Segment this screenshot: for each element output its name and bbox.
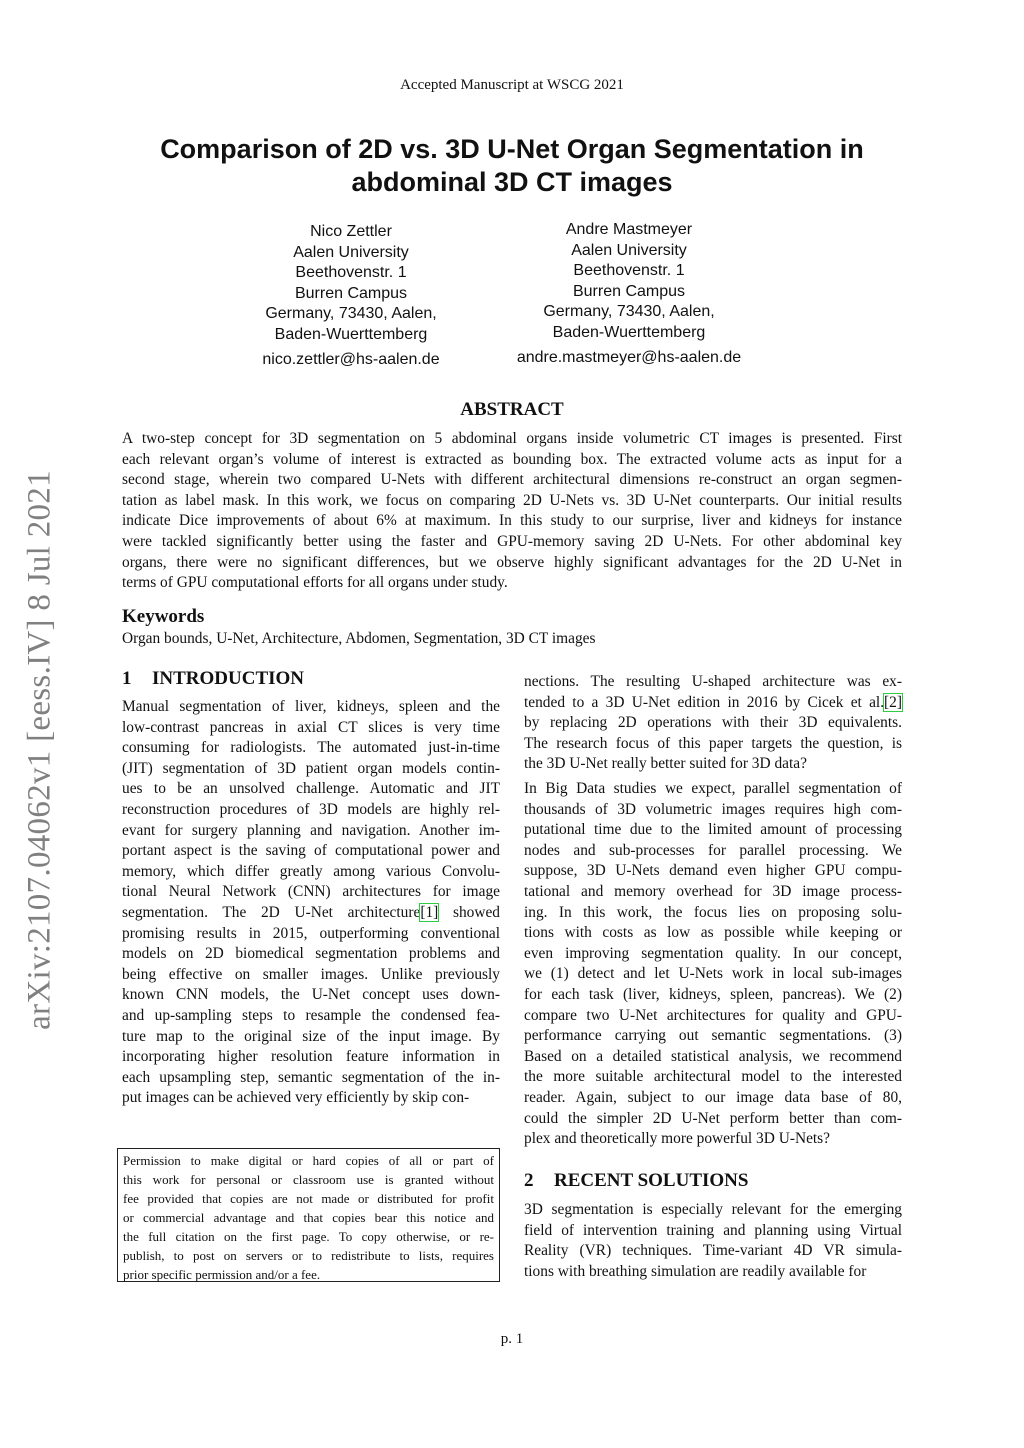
text-line: the full citation on the first page. To copy otherwise, or re-: [123, 1229, 494, 1244]
text-line: for each task (liver, kidneys, spleen, pancreas). We (2): [524, 985, 902, 1003]
text-line: A two-step concept for 3D segmentation on 5 abdominal organs inside volumetric CT images is presented. First: [122, 430, 902, 447]
text-line: evant for surgery planning and navigation. Another im-: [122, 821, 500, 839]
author-address: Beethovenstr. 1: [295, 264, 407, 282]
text-line: segmentation. The 2D U-Net architecture[1] showed: [122, 903, 500, 921]
intro-paragraph-1: [122, 697, 500, 1109]
text-line: reconstruction procedures of 3D models are highly rel-: [122, 800, 500, 818]
text-line: models on 2D biomedical segmentation problems and: [122, 945, 500, 963]
text-line: performance carrying out semantic segmentations. (3): [524, 1027, 902, 1045]
keywords-text: Organ bounds, U-Net, Architecture, Abdomen, Segmentation, 3D CT images: [122, 630, 596, 647]
text-line: putational time due to the limited amount of processing: [524, 821, 902, 839]
text-line: each relevant organ’s volume of interest is extracted as bounding box. The extracted volume acts as input for a: [122, 450, 902, 468]
page-number: p. 1: [500, 1331, 524, 1347]
author-name: Nico Zettler: [310, 223, 392, 240]
text-line: Permission to make digital or hard copies of all or part of: [123, 1153, 494, 1168]
text-line: known CNN models, the U-Net concept uses down-: [122, 986, 500, 1004]
author-block: [489, 220, 769, 368]
text-line: thousands of 3D volumetric images requires high com-: [524, 800, 902, 818]
text-line: tended to a 3D U-Net edition in 2016 by Cicek et al.[2]: [524, 693, 902, 711]
text-line: being effective on smaller images. Unlike previously: [122, 965, 500, 983]
text-line: suppose, 3D U-Nets demand even higher GPU compu-: [524, 862, 902, 880]
text-line: ing. In this work, the focus lies on proposing solu-: [524, 903, 902, 921]
text-line: ture map to the original size of the input image. By: [122, 1027, 500, 1045]
text-line: reader. Again, subject to our image data base of 80,: [524, 1088, 902, 1106]
intro-paragraph-2: [524, 779, 902, 1150]
text-line: consuming for radiologists. The automated just-in-time: [122, 739, 500, 757]
text-line: low-contrast pancreas in axial CT slices is very time: [122, 718, 500, 736]
author-address: Burren Campus: [572, 282, 686, 300]
text-line: terms of GPU computational efforts for all organs under study.: [122, 574, 508, 592]
text-line: the more suitable architectural model to the interested: [524, 1068, 902, 1086]
text-line: (JIT) segmentation of 3D patient organ models contin-: [122, 759, 500, 777]
section-title: INTRODUCTION: [152, 668, 305, 689]
text-line: nections. The resulting U-shaped architecture was ex-: [524, 673, 902, 690]
text-line: were tackled significantly better using the faster and GPU-memory saving 2D U-Nets. For other abdominal key: [122, 532, 902, 550]
text-line: tional Neural Network (CNN) architectures for image: [122, 883, 500, 901]
text-line: this work for personal or classroom use is granted without: [123, 1172, 494, 1187]
section-number: 1: [122, 668, 132, 689]
copyright-footnote-box: [117, 1148, 500, 1282]
abstract-text: [122, 429, 902, 594]
text-line: indicate Dice improvements of about 6% at maximum. In this study to our surprise, liver and kidneys for instance: [122, 512, 902, 530]
author-address: Beethovenstr. 1: [573, 262, 685, 280]
author-address: Baden-Wuerttemberg: [274, 325, 428, 343]
text-line: memory, which differ greatly among various Convolu-: [122, 862, 500, 880]
author-email[interactable]: andre.mastmeyer@hs-aalen.de: [516, 348, 742, 366]
arxiv-identifier: arXiv:2107.04062v1 [eess.IV] 8 Jul 2021: [21, 470, 58, 1030]
text-line: Based on a detailed statistical analysis, we recommend: [524, 1047, 902, 1065]
running-header: Accepted Manuscript at WSCG 2021: [400, 77, 624, 93]
title-line: abdominal 3D CT images: [351, 167, 673, 197]
text-line: tational and memory overhead for 3D image process-: [524, 882, 902, 900]
text-line: and up-sampling steps to resample the condensed fea-: [122, 1006, 500, 1024]
title-line: Comparison of 2D vs. 3D U-Net Organ Segmentation in: [160, 134, 864, 164]
text-line: compare two U-Net architectures for quality and GPU-: [524, 1006, 902, 1024]
text-line: the 3D U-Net really better suited for 3D data?: [524, 755, 807, 773]
text-line: The research focus of this paper targets the question, is: [524, 734, 902, 752]
text-line: by replacing 2D operations with their 3D equivalents.: [524, 714, 902, 732]
author-address: Baden-Wuerttemberg: [552, 323, 706, 341]
author-email[interactable]: nico.zettler@hs-aalen.de: [262, 350, 440, 368]
text-line: ues to be an unsolved challenge. Automatic and JIT: [122, 780, 500, 798]
author-address: Burren Campus: [294, 284, 408, 302]
citation-link[interactable]: [1]: [420, 903, 439, 921]
text-line: each upsampling step, semantic segmentation of the in-: [122, 1068, 500, 1086]
author-affiliation: Aalen University: [571, 241, 687, 259]
section-heading-recent-solutions: [524, 1170, 748, 1192]
abstract-heading: ABSTRACT: [460, 399, 564, 420]
text-line: or commercial advantage and that copies bear this notice and: [123, 1210, 494, 1225]
keywords-heading: Keywords: [122, 606, 205, 627]
text-line: put images can be achieved very efficiently by skip con-: [122, 1089, 470, 1107]
text-line: publish, to post on servers or to redistribute to lists, requires: [123, 1248, 494, 1263]
text-line: fee provided that copies are not made or distributed for profit: [123, 1191, 494, 1206]
text-line: tation as label mask. In this work, we focus on comparing 2D U-Nets vs. 3D U-Net counterparts. Our initial results: [122, 491, 902, 509]
intro-paragraph-1-continued: [524, 672, 902, 775]
text-line: tions with breathing simulation are readily available for: [524, 1262, 867, 1280]
author-address: Germany, 73430, Aalen,: [543, 303, 715, 321]
author-address: Germany, 73430, Aalen,: [265, 305, 437, 323]
text-line: nodes and sub-processes for parallel processing. We: [524, 841, 902, 859]
text-line: promising results in 2015, outperforming conventional: [122, 924, 500, 942]
section-title: RECENT SOLUTIONS: [554, 1170, 749, 1191]
text-line: organs, there were no significant differences, but we observe highly significant advantages for the 2D U-Net in: [122, 553, 902, 571]
section-number: 2: [524, 1170, 534, 1191]
text-line: incorporating higher resolution feature information in: [122, 1048, 500, 1066]
section-heading-introduction: [122, 668, 304, 690]
author-name: Andre Mastmeyer: [565, 221, 693, 238]
text-line: prior specific permission and/or a fee.: [123, 1267, 321, 1282]
solutions-paragraph: [524, 1200, 902, 1282]
text-line: portant aspect is the saving of computational power and: [122, 842, 500, 860]
paper-title: [100, 133, 924, 199]
text-line: Reality (VR) techniques. Time-variant 4D VR simula-: [524, 1242, 902, 1260]
text-line: could the simpler 2D U-Net perform better than com-: [524, 1109, 902, 1127]
text-line: tions with costs as low as possible while keeping or: [524, 924, 902, 942]
text-line: 3D segmentation is especially relevant for the emerging: [524, 1201, 902, 1218]
author-block: [211, 222, 491, 370]
text-line: In Big Data studies we expect, parallel segmentation of: [524, 780, 902, 797]
text-line: Manual segmentation of liver, kidneys, spleen and the: [122, 698, 500, 715]
text-line: plex and theoretically more powerful 3D U-Nets?: [524, 1130, 830, 1148]
text-line: second stage, wherein two compared U-Nets with different architectural dimensions re-construct an organ segmen-: [122, 471, 902, 489]
author-affiliation: Aalen University: [293, 243, 409, 261]
text-line: we (1) detect and let U-Nets work in local sub-images: [524, 965, 902, 983]
citation-link[interactable]: [2]: [884, 693, 902, 711]
text-line: even improving segmentation quality. In our concept,: [524, 944, 902, 962]
text-line: field of intervention training and planning using Virtual: [524, 1221, 902, 1239]
